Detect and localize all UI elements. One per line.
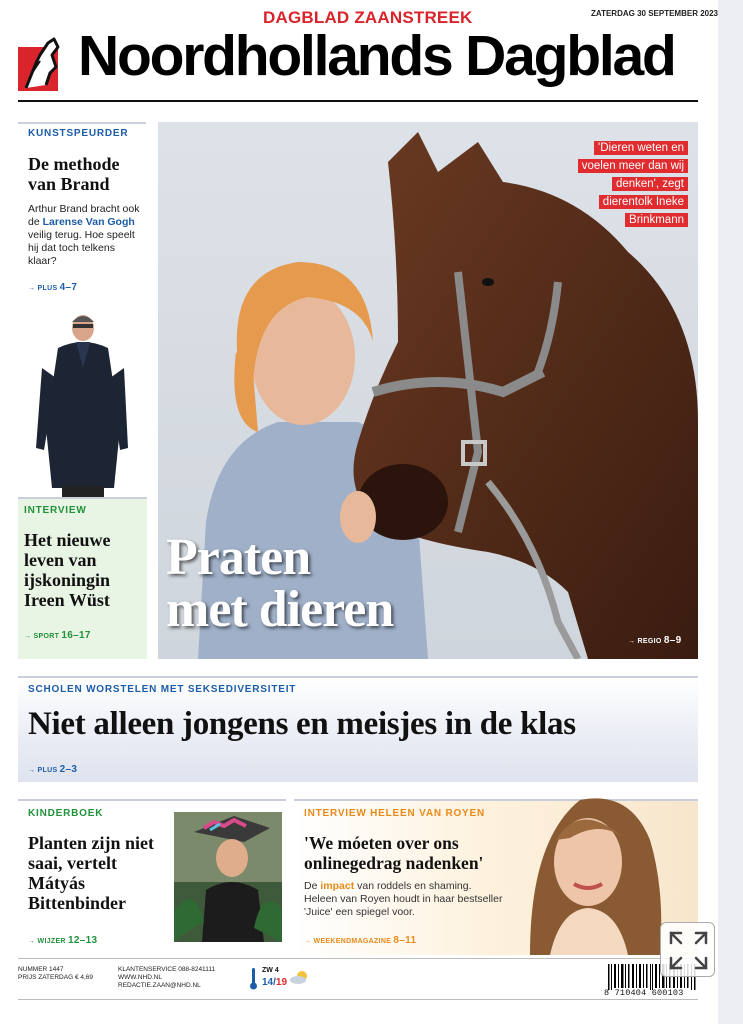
contact-info [118, 966, 215, 990]
temp-low: 14 [262, 977, 274, 988]
art-teaser-text: Arthur Brand bracht ook de [28, 203, 140, 228]
website-link[interactable]: WWW.NHD.NL [118, 974, 163, 981]
expand-icon [661, 923, 716, 978]
kids-story-headline[interactable]: Planten zijn niet saai, vertelt Mátyás Bittenbinder [28, 833, 154, 913]
royen-teaser-text: De [304, 880, 321, 892]
newspaper-logo-icon [18, 33, 74, 93]
ref-section: WIJZER [37, 938, 66, 945]
royen-story-headline[interactable]: 'We móeten over ons onlinegedrag nadenken' [304, 833, 484, 873]
ref-section: WEEKENDMAGAZINE [313, 938, 392, 945]
matyas-bittenbinder-photo [174, 812, 282, 942]
ref-pages: 8–9 [663, 635, 682, 646]
interview-headline[interactable]: Het nieuwe leven van ijskoningin Ireen Wüst [24, 530, 111, 610]
art-story-teaser [28, 203, 146, 268]
art-story-headline[interactable]: De methode van Brand [28, 154, 120, 194]
quote-line: denken', zegt [612, 177, 688, 191]
ref-section: PLUS [37, 285, 58, 292]
footer-bottom-rule [18, 999, 698, 1000]
customer-service: KLANTENSERVICE 088-8241111 [118, 966, 216, 973]
ref-pages: 8–11 [393, 935, 417, 946]
art-story-page-ref[interactable]: → PLUS 4–7 [28, 282, 78, 293]
quote-line: dierentolk Ineke [599, 195, 688, 209]
hero-headline-line1: Praten [166, 529, 311, 586]
footer-divider [18, 958, 698, 959]
interview-kicker: INTERVIEW [24, 505, 87, 516]
hero-photo[interactable] [158, 122, 698, 659]
issue-info [18, 966, 93, 982]
weather-wind: ZW 4 [262, 967, 279, 974]
royen-story-kicker: INTERVIEW HELEEN VAN ROYEN [304, 808, 486, 819]
issue-price: PRIJS ZATERDAG € 4,69 [18, 974, 94, 981]
art-teaser-highlight: Larense Van Gogh [42, 216, 135, 228]
art-story-kicker: KUNSTSPEURDER [28, 128, 129, 139]
hero-page-ref[interactable]: → REGIO 8–9 [628, 635, 682, 646]
kids-story-rule [18, 799, 286, 801]
expand-fullscreen-button[interactable] [660, 922, 715, 977]
masthead-title: Noordhollands Dagblad [78, 24, 675, 88]
lead-story-kicker: SCHOLEN WORSTELEN MET SEKSEDIVERSITEIT [28, 684, 297, 695]
edition-label: DAGBLAD ZAANSTREEK [263, 8, 473, 27]
hero-headline[interactable] [166, 529, 394, 638]
hero-quote [578, 138, 688, 228]
lead-story-page-ref[interactable]: → PLUS 2–3 [28, 764, 78, 775]
lead-story-headline[interactable]: Niet alleen jongens en meisjes in de klas [28, 706, 576, 742]
ref-section: PLUS [37, 767, 58, 774]
art-teaser-text-end: veilig terug. Hoe speelt hij dat toch telkens klaar? [28, 229, 135, 267]
kids-story-kicker: KINDERBOEK [28, 808, 104, 819]
ref-pages: 4–7 [59, 282, 78, 293]
issue-number: NUMMER 1447 [18, 966, 64, 973]
barcode-number: 8 710404 600103 [604, 988, 684, 998]
masthead-divider [18, 100, 698, 102]
quote-line: 'Dieren weten en [594, 141, 688, 155]
royen-teaser-highlight: impact [320, 880, 355, 892]
ref-pages: 12–13 [68, 935, 98, 946]
kids-story-page-ref[interactable]: → WIJZER 12–13 [28, 935, 98, 946]
royen-teaser-text-end: van roddels en shaming. Heleen van Royen houdt in haar bestseller 'Juice' een spiegel voor. [304, 880, 503, 918]
ref-section: REGIO [637, 638, 662, 645]
weather-temperature: 14/19 [262, 977, 288, 988]
vertical-scrollbar[interactable] [718, 0, 743, 1024]
royen-story-teaser [304, 880, 504, 919]
interview-page-ref[interactable]: → SPORT 16–17 [24, 630, 91, 641]
royen-story-page-ref[interactable]: → WEEKENDMAGAZINE 8–11 [304, 935, 417, 946]
ref-pages: 2–3 [59, 764, 78, 775]
quote-line: voelen meer dan wij [578, 159, 688, 173]
hero-headline-line2: met dieren [166, 581, 394, 638]
issue-date: ZATERDAG 30 SEPTEMBER 2023 [591, 9, 718, 18]
ref-section: SPORT [33, 633, 60, 640]
editorial-email[interactable]: REDACTIE.ZAAN@NHD.NL [118, 982, 201, 989]
ref-pages: 16–17 [61, 630, 91, 641]
quote-line: Brinkmann [625, 213, 688, 227]
temp-high: 19 [275, 977, 288, 988]
arthur-brand-photo [28, 308, 136, 498]
